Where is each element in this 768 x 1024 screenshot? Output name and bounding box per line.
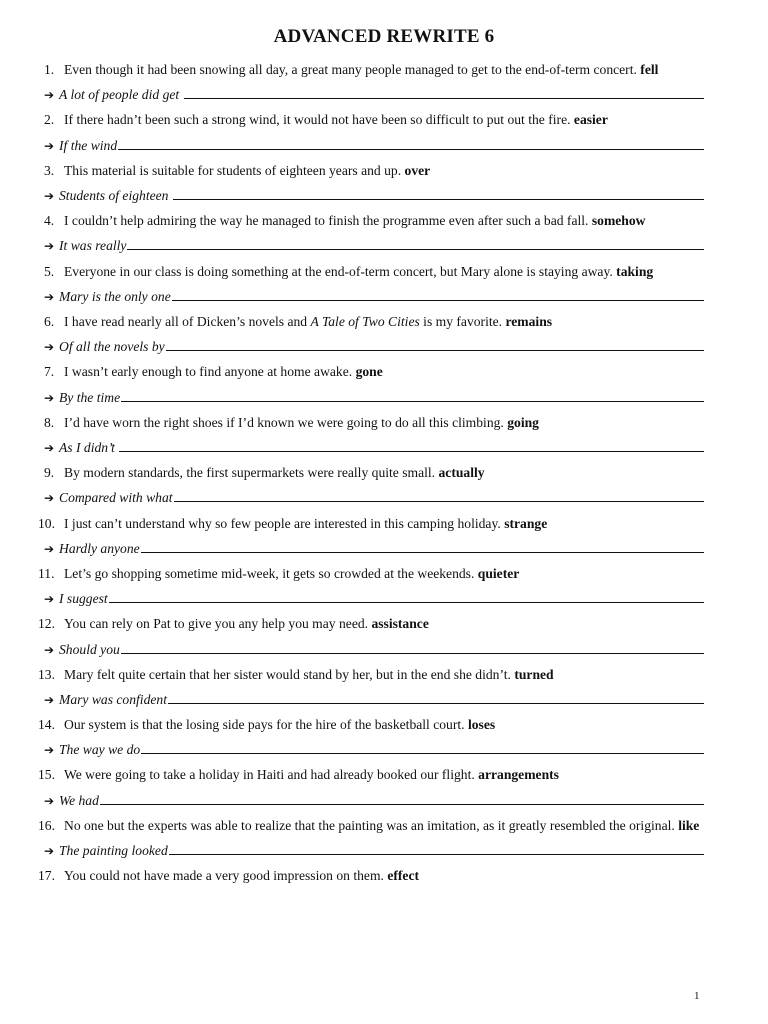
answer-prompt: Of all the novels by <box>59 339 165 355</box>
answer-prompt: I suggest <box>59 591 108 607</box>
answer-blank-line[interactable] <box>127 234 704 250</box>
answer-blank-line[interactable] <box>141 738 704 754</box>
question-text: You could not have made a very good impression on them. <box>64 868 384 884</box>
answer-prompt: Mary was confident <box>59 691 167 707</box>
answer-row <box>44 233 704 258</box>
right-arrow-icon: ➔ <box>44 793 55 808</box>
keyword: actually <box>438 465 485 481</box>
keyword: strange <box>504 515 548 531</box>
right-arrow-icon: ➔ <box>44 491 55 506</box>
answer-blank-line[interactable] <box>118 134 704 150</box>
question-text: By modern standards, the first supermarkets were really quite small. <box>64 465 436 481</box>
right-arrow-icon: ➔ <box>44 188 55 203</box>
answer-prompt: A lot of people did get <box>59 87 183 103</box>
answer-row <box>44 788 704 813</box>
right-arrow-icon: ➔ <box>44 440 55 455</box>
page-title: ADVANCED REWRITE 6 <box>273 26 495 47</box>
answer-blank-line[interactable] <box>174 486 704 502</box>
keyword: over <box>404 162 431 178</box>
answer-row <box>44 737 704 762</box>
keyword: assistance <box>371 616 429 632</box>
keyword: taking <box>616 263 654 279</box>
question-number: 9. <box>44 465 55 481</box>
question-item <box>44 158 704 183</box>
answer-row <box>44 82 704 107</box>
right-arrow-icon: ➔ <box>44 743 55 758</box>
question-text-end: is my favorite. <box>419 313 503 329</box>
right-arrow-icon: ➔ <box>44 138 55 153</box>
keyword: somehow <box>591 213 646 229</box>
answer-blank-line[interactable] <box>166 335 704 351</box>
question-number: 12. <box>38 616 55 632</box>
question-text: I’d have worn the right shoes if I’d known we were going to do all this climbing. <box>64 414 504 430</box>
question-item <box>38 511 704 536</box>
question-number: 4. <box>44 213 55 229</box>
question-number: 7. <box>44 364 55 380</box>
answer-row <box>44 536 704 561</box>
answer-blank-line[interactable] <box>121 386 704 402</box>
answer-prompt: By the time <box>59 389 121 405</box>
question-text: We were going to take a holiday in Haiti and had already booked our flight. <box>64 767 475 783</box>
question-number: 11. <box>38 565 55 581</box>
question-number: 10. <box>38 515 55 531</box>
answer-blank-line[interactable] <box>100 789 704 805</box>
question-text: I couldn’t help admiring the way he managed to finish the programme even after such a bad fall. <box>64 213 589 229</box>
question-item <box>44 107 704 132</box>
right-arrow-icon: ➔ <box>44 541 55 556</box>
question-text: If there hadn’t been such a strong wind, it would not have been so difficult to put out the fire. <box>64 112 571 128</box>
answer-prompt: Students of eighteen <box>59 187 172 203</box>
answer-prompt: The way we do <box>59 742 141 758</box>
answer-prompt: As I didn’t <box>59 439 119 455</box>
answer-blank-line[interactable] <box>168 688 704 704</box>
question-text: Everyone in our class is doing something at the end-of-term concert, but Mary alone is staying away. <box>64 263 613 279</box>
question-number: 1. <box>44 62 55 77</box>
page-number: 1 <box>694 990 700 1002</box>
answer-blank-line[interactable] <box>121 638 704 654</box>
question-item <box>44 259 704 284</box>
keyword: arrangements <box>478 767 559 783</box>
question-item <box>44 208 704 233</box>
answer-row <box>44 435 704 460</box>
answer-row <box>44 284 704 309</box>
question-text: Even though it had been snowing all day, a great many people managed to get to the end-of-term concert. <box>64 62 637 77</box>
question-item <box>38 611 704 636</box>
question-item <box>44 410 704 435</box>
question-number: 3. <box>44 162 55 178</box>
question-number: 16. <box>38 817 55 833</box>
question-item <box>44 460 704 485</box>
question-text: I wasn’t early enough to find anyone at home awake. <box>64 364 353 380</box>
question-number: 15. <box>38 767 55 783</box>
keyword: going <box>507 414 539 430</box>
question-text: I just can’t understand why so few people are interested in this camping holiday. <box>64 515 501 531</box>
right-arrow-icon: ➔ <box>44 239 55 254</box>
keyword: remains <box>505 313 553 329</box>
right-arrow-icon: ➔ <box>44 692 55 707</box>
book-title: A Tale of Two Cities <box>310 313 420 329</box>
question-number: 17. <box>38 868 55 884</box>
question-text: Mary felt quite certain that her sister would stand by her, but in the end she didn’t. <box>64 666 511 682</box>
answer-row <box>44 133 704 158</box>
right-arrow-icon: ➔ <box>44 390 55 405</box>
question-number: 8. <box>44 414 55 430</box>
answer-row <box>44 385 704 410</box>
question-number: 14. <box>38 717 55 733</box>
question-number: 13. <box>38 666 55 682</box>
question-item <box>44 57 704 82</box>
question-text: I have read nearly all of Dicken’s novels and <box>64 313 311 329</box>
answer-blank-line[interactable] <box>141 537 704 553</box>
right-arrow-icon: ➔ <box>44 88 55 103</box>
right-arrow-icon: ➔ <box>44 592 55 607</box>
keyword: easier <box>573 112 608 128</box>
question-text: Our system is that the losing side pays for the hire of the basketball court. <box>64 717 465 733</box>
question-item <box>38 762 704 787</box>
answer-prompt: If the wind <box>59 137 118 153</box>
question-item <box>38 662 704 687</box>
question-number: 2. <box>44 112 55 128</box>
question-item <box>38 863 704 888</box>
keyword: gone <box>355 364 383 380</box>
answer-blank-line[interactable] <box>172 285 704 301</box>
answer-blank-line[interactable] <box>109 587 704 603</box>
answer-prompt: We had <box>59 792 99 808</box>
answer-blank-line[interactable] <box>184 83 704 99</box>
keyword: fell <box>640 62 659 77</box>
answer-row <box>44 838 704 863</box>
keyword: effect <box>387 868 420 884</box>
answer-blank-line[interactable] <box>169 839 704 855</box>
keyword: turned <box>514 666 554 682</box>
question-text: No one but the experts was able to realize that the painting was an imitation, as it greatly resembled the original. <box>64 817 675 833</box>
answer-prompt: Mary is the only one <box>59 288 171 304</box>
answer-prompt: It was really <box>59 238 127 254</box>
answer-blank-line[interactable] <box>173 184 704 200</box>
question-item <box>38 813 704 838</box>
answer-blank-line[interactable] <box>119 436 704 452</box>
right-arrow-icon: ➔ <box>44 340 55 355</box>
keyword: like <box>678 817 700 833</box>
question-item <box>44 359 704 384</box>
right-arrow-icon: ➔ <box>44 642 55 657</box>
question-list <box>38 57 704 888</box>
answer-row <box>44 586 704 611</box>
right-arrow-icon: ➔ <box>44 844 55 859</box>
question-item <box>38 561 704 586</box>
answer-row <box>44 637 704 662</box>
answer-row <box>44 183 704 208</box>
answer-prompt: The painting looked <box>59 843 168 859</box>
answer-prompt: Compared with what <box>59 490 173 506</box>
answer-row <box>44 687 704 712</box>
answer-prompt: Should you <box>59 641 120 657</box>
question-number: 6. <box>44 313 55 329</box>
keyword: quieter <box>477 565 520 581</box>
right-arrow-icon: ➔ <box>44 289 55 304</box>
question-item <box>38 712 704 737</box>
question-text: Let’s go shopping sometime mid-week, it gets so crowded at the weekends. <box>64 565 475 581</box>
answer-row <box>44 334 704 359</box>
question-item <box>44 309 704 334</box>
keyword: loses <box>467 717 496 733</box>
answer-prompt: Hardly anyone <box>59 540 140 556</box>
answer-row <box>44 485 704 510</box>
question-text: You can rely on Pat to give you any help you may need. <box>64 616 369 632</box>
question-number: 5. <box>44 263 55 279</box>
question-text: This material is suitable for students of eighteen years and up. <box>64 162 402 178</box>
